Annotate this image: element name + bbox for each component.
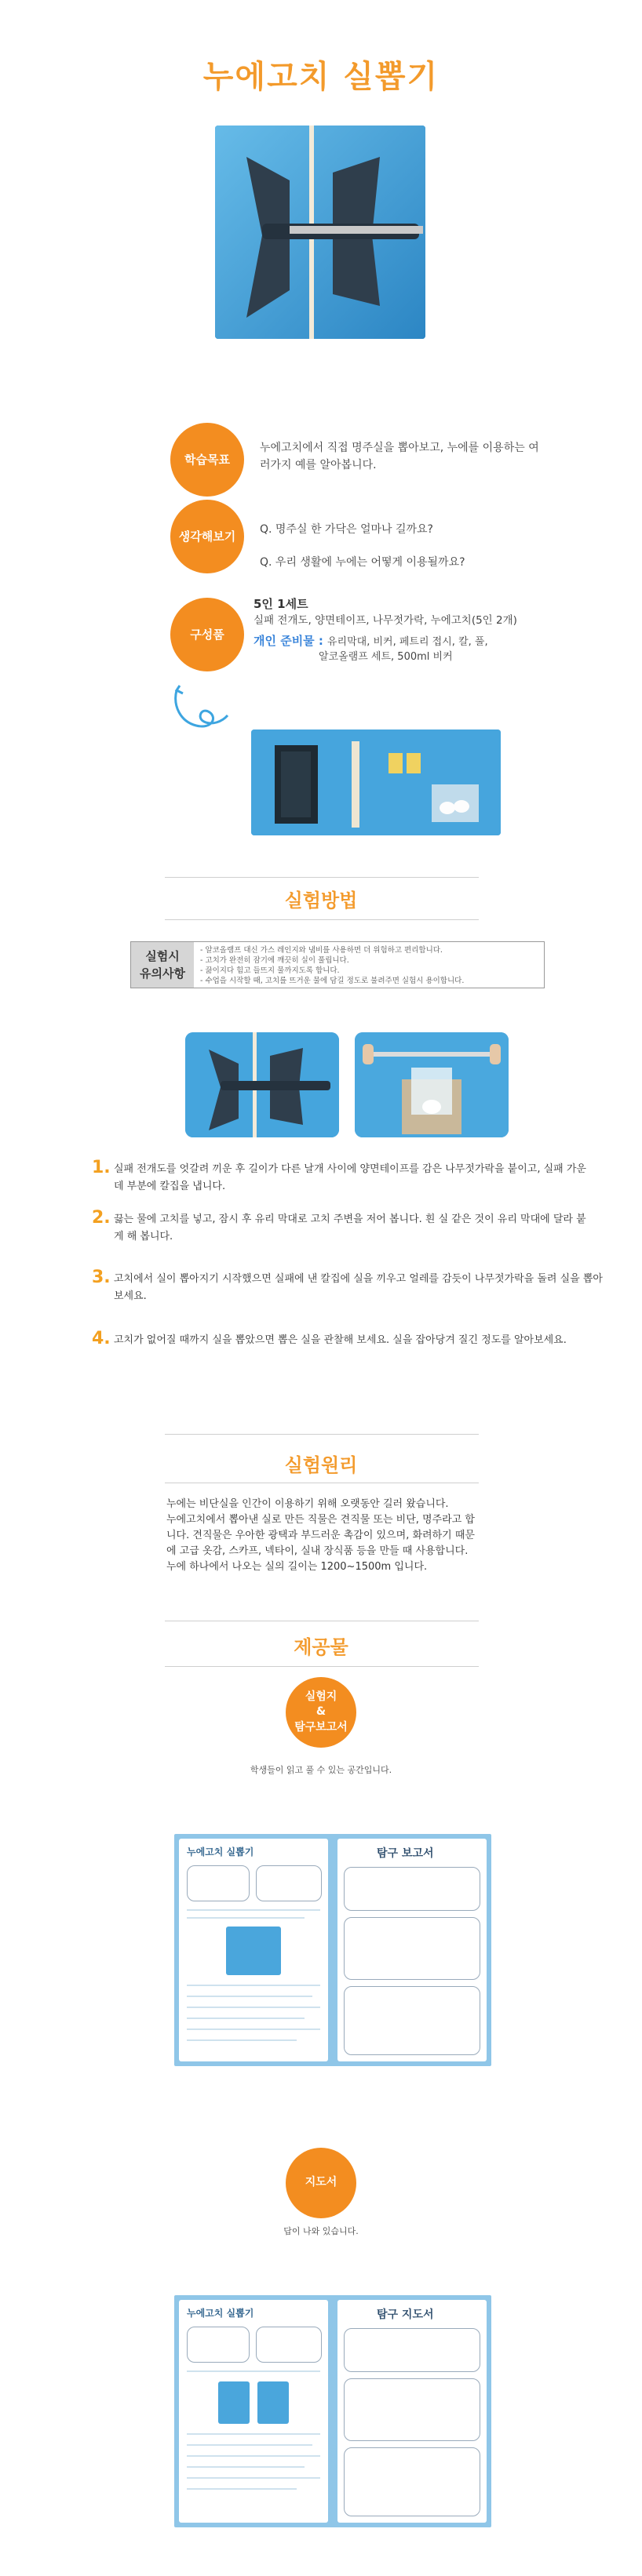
caution-box	[130, 941, 545, 988]
step-3-text: 고치에서 실이 뽑아지기 시작했으면 실패에 낸 칼집에 실을 끼우고 얼레를 감듯이 나무젓가락을 돌려 실을 뽑아 보세요.	[114, 1273, 603, 1303]
principle-line-2: 누에고치에서 뽑아낸 실로 만든 직물은 견직물 또는 비단, 명주라고 합	[166, 1514, 475, 1526]
step-1-number: 1.	[92, 1158, 111, 1177]
think-question-2: Q. 우리 생활에 누에는 어떻게 이용될까요?	[260, 556, 465, 569]
method-divider-top	[165, 877, 479, 878]
components-photo	[251, 730, 501, 835]
principle-line-5: 누에 하나에서 나오는 실의 길이는 1200~1500m 입니다.	[166, 1561, 428, 1573]
worksheet-badge-line-2: 탐구보고서	[294, 1720, 348, 1734]
goal-text: 누에고치에서 직접 명주실을 뽑아보고, 누에를 이용하는 여러가지 예를 알아봅니다.	[260, 442, 539, 472]
step-2-text: 끓는 물에 고치를 넣고, 잠시 후 유리 막대로 고치 주변을 저어 봅니다. 흰 실 같은 것이 유리 막대에 달라 붙게 해 봅니다.	[114, 1213, 586, 1243]
guide-right-title: 탐구 지도서	[377, 2309, 434, 2321]
caution-label-line-1: 실험시	[145, 948, 180, 963]
composition-badge: 구성품	[170, 598, 244, 671]
provided-divider-bottom	[165, 1666, 479, 1667]
caution-item-2: - 고치가 완전히 잠기에 깨끗히 실이 풀립니다.	[200, 956, 349, 965]
step-4-number: 4.	[92, 1329, 111, 1348]
principle-line-3: 니다. 견직물은 우아한 광택과 부드러운 촉감이 있으며, 화려하기 때문	[166, 1530, 475, 1541]
caution-item-1: - 알코올램프 대신 가스 레인지와 냄비를 사용하면 더 위험하고 편리합니다.	[200, 946, 443, 955]
composition-set: 5인 1세트	[254, 597, 308, 611]
goal-badge: 학습목표	[170, 423, 244, 497]
method-photo-1	[185, 1032, 339, 1137]
principle-divider-top	[165, 1434, 479, 1435]
composition-items: 실패 전개도, 양면테이프, 나무젓가락, 누에고치(5인 2개)	[254, 614, 517, 627]
guide-right-page	[337, 2300, 487, 2523]
spool-photo-illustration	[215, 126, 425, 339]
worksheet-preview	[174, 1834, 491, 2066]
provided-title: 제공물	[294, 1636, 348, 1658]
step-4-text: 고치가 없어질 때까지 실을 뽑았으면 뽑은 실을 관찰해 보세요. 실을 잡아당겨 질긴 정도를 알아보세요.	[114, 1334, 567, 1346]
worksheet-desc: 학생들이 읽고 풀 수 있는 공간입니다.	[250, 1765, 392, 1775]
worksheet-badge-amp: &	[316, 1705, 326, 1719]
principle-title: 실험원리	[284, 1454, 358, 1476]
swirl-arrow-icon	[169, 682, 232, 737]
worksheet-right-title: 탐구 보고서	[377, 1847, 434, 1860]
caution-item-3: - 끓이지다 힘고 들뜨지 물까지도록 합니다.	[200, 966, 340, 975]
personal-items-block	[254, 632, 583, 649]
caution-item-4: - 수업을 시작할 때, 고치를 뜨거운 물에 담길 정도로 불려주면 실험시 용이합니다.	[200, 977, 465, 985]
guide-badge: 지도서	[286, 2148, 356, 2218]
method-title: 실험방법	[284, 890, 358, 911]
guide-desc: 답이 나와 있습니다.	[283, 2226, 359, 2236]
think-question-1: Q. 명주실 한 가닥은 얼마나 길까요?	[260, 523, 433, 536]
worksheet-left-title: 누에고치 실뽑기	[187, 1846, 254, 1857]
worksheet-left-page	[179, 1839, 328, 2061]
worksheet-badge	[286, 1677, 356, 1748]
principle-line-4: 에 고급 옷감, 스카프, 넥타이, 실내 장식품 등을 만들 때 사용합니다.	[166, 1545, 469, 1557]
method-photo-2	[355, 1032, 509, 1137]
method-divider-bottom	[165, 919, 479, 920]
principle-line-1: 누에는 비단실을 인간이 이용하기 위해 오랫동안 길러 왔습니다.	[166, 1498, 449, 1510]
step-2-number: 2.	[92, 1208, 111, 1228]
step-3-number: 3.	[92, 1268, 111, 1287]
guide-left-title: 누에고치 실뽑기	[187, 2308, 254, 2319]
guide-left-page	[179, 2300, 328, 2523]
personal-items-text: 유리막대, 비커, 페트리 접시, 칼, 풀,	[327, 636, 488, 648]
worksheet-badge-line-1: 실험지	[305, 1690, 337, 1703]
personal-items-text-2: 알코올램프 세트, 500ml 비커	[319, 651, 453, 663]
principle-text	[166, 1497, 504, 1575]
page-title: 누에고치 실뽑기	[202, 59, 440, 95]
personal-items-label: 개인 준비물 :	[254, 634, 323, 648]
caution-label	[131, 942, 194, 988]
think-badge: 생각해보기	[170, 500, 244, 573]
step-1-text: 실패 전개도를 엇갈려 끼운 후 길이가 다른 날개 사이에 양면테이프를 감은 나무젓가락을 붙이고, 실패 가운데 부분에 칼집을 냅니다.	[114, 1163, 586, 1193]
hero-photo	[215, 126, 425, 339]
guide-preview	[174, 2295, 491, 2527]
caution-label-line-2: 유의사항	[140, 966, 185, 981]
worksheet-right-page	[337, 1839, 487, 2061]
